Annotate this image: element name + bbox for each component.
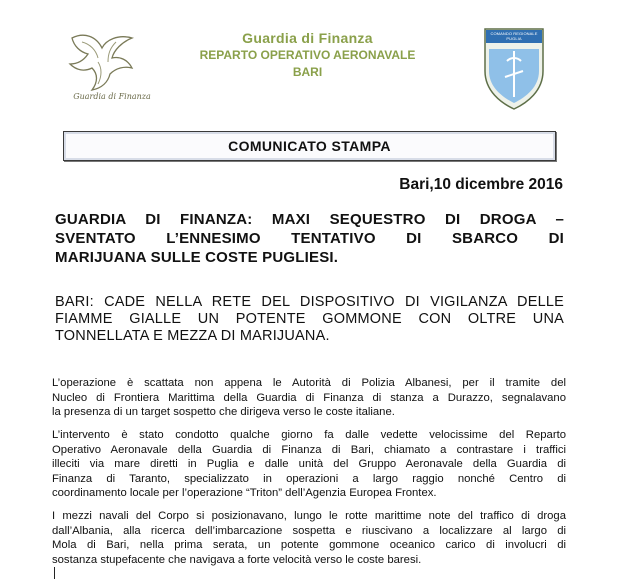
shield-text: COMANDO REGIONALE PUGLIA bbox=[483, 31, 545, 41]
subheadline-line: BARI: CADE NELLA RETE DEL DISPOSITIVO DI VIGILANZA DELLE bbox=[55, 294, 564, 311]
paragraph-line bbox=[52, 553, 566, 579]
paragraph-line: Finanza di Taranto, specializzato in operazioni a largo raggio nonché Centro di bbox=[52, 472, 566, 487]
paragraph-line: coordinamento locale per l’operazione “Triton” dell’Agenzia Europea Frontex. bbox=[52, 486, 566, 501]
guardia-di-finanza-logo bbox=[62, 28, 154, 110]
subheadline-line: FIAMME GIALLE UN POTENTE GOMMONE CON OLTRE UNA bbox=[55, 311, 564, 328]
headline bbox=[55, 210, 564, 267]
headline-line: GUARDIA DI FINANZA: MAXI SEQUESTRO DI DROGA – bbox=[55, 210, 564, 229]
release-date: Bari,10 dicembre 2016 bbox=[399, 176, 563, 194]
subheadline-line: TONNELLATA E MEZZA DI MARIJUANA. bbox=[55, 328, 564, 345]
headline-line: MARIJUANA SULLE COSTE PUGLIESI. bbox=[55, 248, 564, 267]
griffin-emblem-icon bbox=[62, 28, 154, 98]
regional-command-shield bbox=[483, 27, 545, 111]
org-name: Guardia di Finanza bbox=[170, 30, 445, 47]
unit-name: REPARTO OPERATIVO AERONAVALE bbox=[170, 47, 445, 64]
paragraph-line: L’intervento è stato condotto qualche giorno fa dalle vedette velocissime del Reparto bbox=[52, 428, 566, 443]
logo-caption: Guardia di Finanza bbox=[70, 92, 154, 101]
paragraph-line: I mezzi navali del Corpo si posizionavano, lungo le rotte marittime note del traffico di droga bbox=[52, 509, 566, 524]
paragraph-line-text: sostanza stupefacente che navigava a forte velocità verso le coste baresi. bbox=[52, 554, 421, 566]
paragraph-line: Mola di Bari, nella prima serata, un potente gommone oceanico carico di involucri di bbox=[52, 538, 566, 553]
paragraph-line: dall’Albania, alla ricerca dell’imbarcazione sospetta e riuscivano a localizzare al largo di bbox=[52, 524, 566, 539]
body-paragraph-1 bbox=[52, 376, 566, 420]
paragraph-line: illeciti via mare diretti in Puglia e dalle unità del Gruppo Aeronavale della Guardia di bbox=[52, 457, 566, 472]
press-release-banner: COMUNICATO STAMPA bbox=[63, 131, 556, 161]
letterhead bbox=[170, 30, 445, 81]
subheadline bbox=[55, 294, 564, 345]
paragraph-line: L’operazione è scattata non appena le Autorità di Polizia Albanesi, per il tramite del bbox=[52, 376, 566, 391]
city-name: BARI bbox=[170, 64, 445, 81]
body-paragraph-2 bbox=[52, 428, 566, 501]
headline-line: SVENTATO L’ENNESIMO TENTATIVO DI SBARCO DI bbox=[55, 229, 564, 248]
paragraph-line: la presenza di un target sospetto che dirigeva verso le coste italiane. bbox=[52, 405, 566, 420]
paragraph-line: Nucleo di Frontiera Marittima della Guardia di Finanza di stanza a Durazzo, segnalavano bbox=[52, 391, 566, 406]
paragraph-line: Operativo Aeronavale della Guardia di Finanza di Bari, chiamato a contrastare i traffici bbox=[52, 443, 566, 458]
